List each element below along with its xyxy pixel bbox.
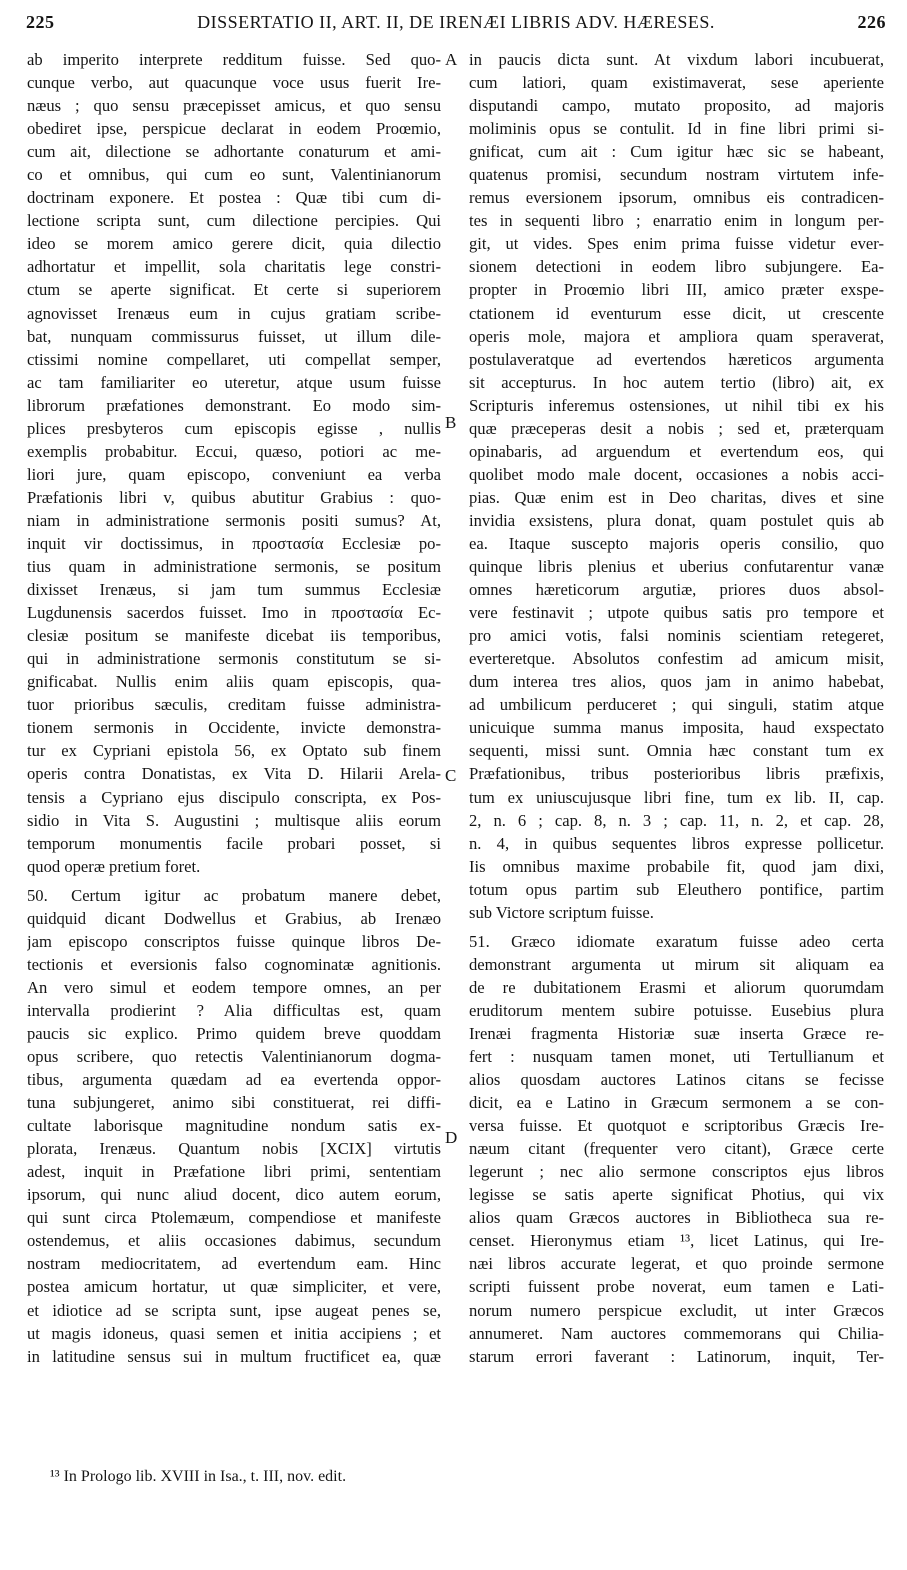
text-line: tensis a Cypriano ejus discipulo conscripta, ex Pos- [27, 787, 441, 807]
text-line: demonstrant argumenta ut mirum sit aliquam ea [469, 954, 884, 974]
text-line: lectione scripta sunt, cum dilectione percipies. Qui [27, 211, 441, 231]
text-line: cum ait, dilectione se adhortante conaturum et ami- [27, 142, 441, 162]
text-line: quolibet modo male docent, occasiones a nobis acci- [469, 464, 884, 484]
text-line: næum citant (frequenter vero citant), Græce certe [469, 1139, 884, 1159]
text-line: alios quam Græcos auctores in Bibliotheca sua re- [469, 1208, 884, 1228]
text-line: Præfationibus, tribus posterioribus libris præfixis, [469, 764, 884, 784]
text-line: alios quosdam auctores Latinos citans se fecisse [469, 1070, 884, 1090]
text-line: in paucis dicta sunt. At vixdum labori incubuerat, [469, 50, 884, 69]
running-title: DISSERTATIO II, ART. II, DE IRENÆI LIBRIS ADV. HÆRESES. [197, 12, 715, 32]
text-line: de re dubitationem Erasmi et aliorum quorumdam [469, 977, 884, 997]
margin-letter-b: B [445, 413, 457, 432]
text-line: gnificabat. Nullis enim aliis quam episcopis, qua- [27, 672, 441, 692]
text-line: ideo se morem amico gerere dicit, quia dilectio [27, 234, 441, 254]
text-line: opus scribere, quo retectis Valentinianorum dogma- [27, 1047, 441, 1067]
text-line: remus eversionem ipsorum, omnibus eis contradicen- [469, 188, 884, 208]
page-number-left: 225 [26, 12, 55, 32]
text-line: temporum monumentis facile probari posset, si [27, 833, 441, 853]
text-line: ad umbilicum perduceret ; qui singuli, statim atque [469, 695, 884, 715]
text-line: tibus, argumenta quædam ad ea evertenda oppor- [27, 1070, 441, 1090]
text-line: 50. Certum igitur ac probatum manere debet, [27, 885, 441, 905]
text-line: intervalla prodierint ? Alia difficultas est, quam [27, 1000, 441, 1020]
text-line: clesiæ positum se manifeste dicebat iis temporibus, [27, 626, 441, 646]
text-line: quatenus promisi, secundum nostram virtutem infe- [469, 165, 884, 185]
text-line: vere festinavit ; utpote quibus satis pro tempore et [469, 603, 884, 623]
text-line: liori jure, quam episcopo, conveniunt ea verba [27, 464, 441, 484]
text-line: tuor prioribus sæculis, creditam fuisse administra- [27, 695, 441, 715]
text-line: næus ; quo sensu præcepisset amicus, et quo sensu [27, 96, 441, 116]
text-line: starum errori faverant : Latinorum, inquit, Ter- [469, 1346, 884, 1366]
right-column [469, 48, 884, 1368]
text-line: annumeret. Nam auctores commemorans qui Chilia- [469, 1323, 884, 1343]
text-line: git, ut vides. Spes enim prima fuisse videtur ever- [469, 234, 884, 254]
text-line: everteretque. Absolutos confestim ad amicum misit, [469, 649, 884, 669]
text-line: tectionis et eversionis falso cognominatæ agnitionis. [27, 954, 441, 974]
text-line: operis contra Donatistas, ex Vita D. Hilarii Arela- [27, 764, 441, 784]
text-line: 2, n. 6 ; cap. 8, n. 3 ; cap. 11, n. 2, et cap. 28, [469, 810, 884, 830]
text-line: tionem sermonis in Occidente, invicte demonstra- [27, 718, 441, 738]
text-line: gnificat, cum ait : Cum igitur hæc sic se habeant, [469, 142, 884, 162]
text-line: tum ex uniuscujusque libri fine, tum ex lib. II, cap. [469, 787, 884, 807]
text-line: eruditorum mentem subire potuisse. Eusebius plura [469, 1000, 884, 1020]
text-line: sionem detectioni in eodem libro subjungere. Ea- [469, 257, 884, 277]
text-line: totum opus partim sub Eleuthero pontifice, partim [469, 879, 884, 899]
text-line: censet. Hieronymus etiam ¹³, licet Latinus, qui Ire- [469, 1231, 884, 1251]
text-line: quinque libris plenius et uberius confutarentur vanæ [469, 557, 884, 577]
text-line: nostram mediocritatem, ad evertendum eam. Hinc [27, 1254, 441, 1274]
text-line: quidquid dicant Dodwellus et Grabius, ab Irenæo [27, 908, 441, 928]
text-line: sidio in Vita S. Augustini ; multisque aliis eorum [27, 810, 441, 830]
text-line: pro amici votis, falsi nominis scientiam retegeret, [469, 626, 884, 646]
text-line: Præfationis libri v, quibus abutitur Grabius : quo- [27, 487, 441, 507]
text-line: quæ præceperas desit a nobis ; sed et, præterquam [469, 418, 884, 438]
text-line: Iis omnibus maxime probabile fit, quod jam dixi, [469, 856, 884, 876]
text-line: unicuique summa manus imposita, haud exspectato [469, 718, 884, 738]
text-line: qui in administratione sermonis constitutum se si- [27, 649, 441, 669]
text-line: cultate laborisque magnitudine nondum satis ex- [27, 1116, 441, 1136]
text-line: cunque verbo, aut quacunque voce usus fuerit Ire- [27, 73, 441, 93]
text-line: Lugdunensis sacerdos fuisset. Imo in προστασία Ec- [27, 603, 441, 623]
text-line: opinabaris, ad arguendum et evertendum eos, qui [469, 441, 884, 461]
text-line: quod operæ pretium foret. [27, 856, 201, 876]
text-line: legisse se satis aperte significat Photius, qui vix [469, 1185, 884, 1205]
text-line: qui sunt circa Ptolemæum, compendiose et manifeste [27, 1208, 441, 1228]
text-line: dicit, ea e Latino in Græcum sermonem a se con- [469, 1093, 884, 1113]
text-line: ut magis idoneus, quasi semen et initia accipiens ; et [27, 1323, 441, 1343]
text-line: plices presbyteros cum episcopis egisse , nullis [27, 418, 441, 438]
margin-letter-a: A [445, 50, 458, 69]
text-line: omnes hæreticorum argutiæ, priores duos absol- [469, 580, 884, 600]
text-line: postea amicum hortatur, ut quæ simpliciter, et vere, [27, 1277, 441, 1297]
margin-letter-c: C [445, 766, 457, 785]
footnote: ¹³ In Prologo lib. XVIII in Isa., t. III, nov. edit. [50, 1468, 347, 1485]
text-line: dum interea tres alios, quos jam in animo habebat, [469, 672, 884, 692]
text-line: in latitudine sensus sui in multum fructificet ea, quæ [27, 1346, 441, 1366]
text-line: næi libros accurate legerat, et quo proinde sermone [469, 1254, 884, 1274]
text-line: ab imperito interprete redditum fuisse. Sed quo- [27, 50, 441, 69]
text-line: ctationem id eventurum esse dicit, ut crescente [469, 303, 884, 323]
text-line: legerunt ; nec alio sermone conscriptos ejus libros [469, 1162, 884, 1182]
margin-letter-d: D [445, 1128, 458, 1147]
text-line: invidia exsistens, plura donat, quam postulet quis ab [469, 510, 884, 530]
text-line: postulaveratque ad evertendos hæreticos argumenta [469, 349, 884, 369]
text-line: ctum se aperte significat. Et certe si superiorem [27, 280, 441, 300]
text-line: niam in administratione sermonis positi sumus? At, [27, 510, 441, 530]
text-line: scripti fuissent probe noverat, eum tamen e Lati- [469, 1277, 884, 1297]
text-line: tuna subjungeret, animo sibi constituerat, rei diffi- [27, 1093, 441, 1113]
text-line: n. 4, in quibus sequentes libros expresse pollicetur. [469, 833, 884, 853]
text-line: et idiotice ad se scripta sunt, ipse augeat penes se, [27, 1300, 441, 1320]
text-line: ac tam familiariter eo uteretur, atque usum fuisse [27, 372, 441, 392]
text-line: tius quam in administratione sermonis, se positum [27, 557, 441, 577]
left-column [27, 48, 441, 1368]
text-line: doctrinam exponere. Et postea : Quæ tibi cum di- [27, 188, 441, 208]
text-line: moliminis opus se contulit. Id in fine libri primi si- [469, 119, 884, 139]
text-line: inquit vir doctissimus, in προστασία Ecclesiæ po- [27, 533, 441, 553]
text-line: adhortatur et impellit, sola charitatis lege constri- [27, 257, 441, 277]
text-line: 51. Græco idiomate exaratum fuisse adeo certa [469, 931, 884, 951]
text-line: pias. Quæ enim est in Deo charitas, dives et sine [469, 487, 884, 507]
running-header [26, 12, 886, 46]
text-line: jam episcopo conscriptos fuisse quinque libros De- [27, 931, 441, 951]
text-line: norum numero perspicue excludit, ut inter Græcos [469, 1300, 884, 1320]
text-line: tur ex Cypriani epistola 56, ex Optato sub finem [27, 741, 441, 761]
text-line: sub Victore scriptum fuisse. [469, 902, 654, 922]
text-line: obediret ipse, perspicue declarat in eodem Proœmio, [27, 119, 441, 139]
text-line: fert : nusquam tamen monet, uti Tertullianum et [469, 1047, 884, 1067]
text-line: cum latiori, quam existimaverat, sese aperiente [469, 73, 884, 93]
text-line: An vero simul et eodem tempore omnes, an per [27, 977, 441, 997]
text-line: plorata, Irenæus. Quantum nobis [XCIX] virtutis [27, 1139, 441, 1159]
text-line: co et omnibus, qui cum eo sunt, Valentinianorum [27, 165, 441, 185]
text-line: disputandi campo, mutato proposito, ad majoris [469, 96, 884, 116]
text-line: operis mole, majora et ampliora quam speraverat, [469, 326, 884, 346]
text-line: librorum præfationes demonstrant. Eo modo sim- [27, 395, 441, 415]
text-line: ipsorum, qui nunc aliud docent, dico autem eorum, [27, 1185, 441, 1205]
text-line: tes in sequenti libro ; enarratio enim in longum per- [469, 211, 884, 231]
text-line: sit accepturus. In hoc autem tertio (libro) ait, ex [469, 372, 884, 392]
text-line: dixisset Irenæus, si jam tum summus Ecclesiæ [27, 580, 441, 600]
text-line: Irenæi fragmenta Historiæ suæ inserta Græce re- [469, 1023, 884, 1043]
text-line: Scripturis inferemus ostensiones, ut nihil tibi ex his [469, 395, 884, 415]
text-line: ea. Itaque suscepto majoris operis consilio, quo [469, 533, 884, 553]
text-line: propter in Proœmio libri III, amico præter exspe- [469, 280, 884, 300]
text-line: adest, inquit in Præfatione libri primi, sententiam [27, 1162, 441, 1182]
text-line: bat, nunquam commissurus fuisset, ut illum dile- [27, 326, 441, 346]
text-line: paucis sic explico. Primo quidem breve quoddam [27, 1023, 441, 1043]
text-line: ostendemus, et aliis occasiones dabimus, secundum [27, 1231, 441, 1251]
text-line: sequenti, missi sunt. Omnia hæc constant tum ex [469, 741, 884, 761]
page-number-right: 226 [857, 12, 886, 32]
text-line: agnovisset Irenæus eum in cujus gratiam scribe- [27, 303, 441, 323]
text-line: ctissimi nomine compellaret, uti compellat semper, [27, 349, 441, 369]
text-line: exemplis probabitur. Eccui, quæso, potiori ac me- [27, 441, 441, 461]
text-line: versa fuisse. Et quotquot e scriptoribus Græcis Ire- [469, 1116, 884, 1136]
